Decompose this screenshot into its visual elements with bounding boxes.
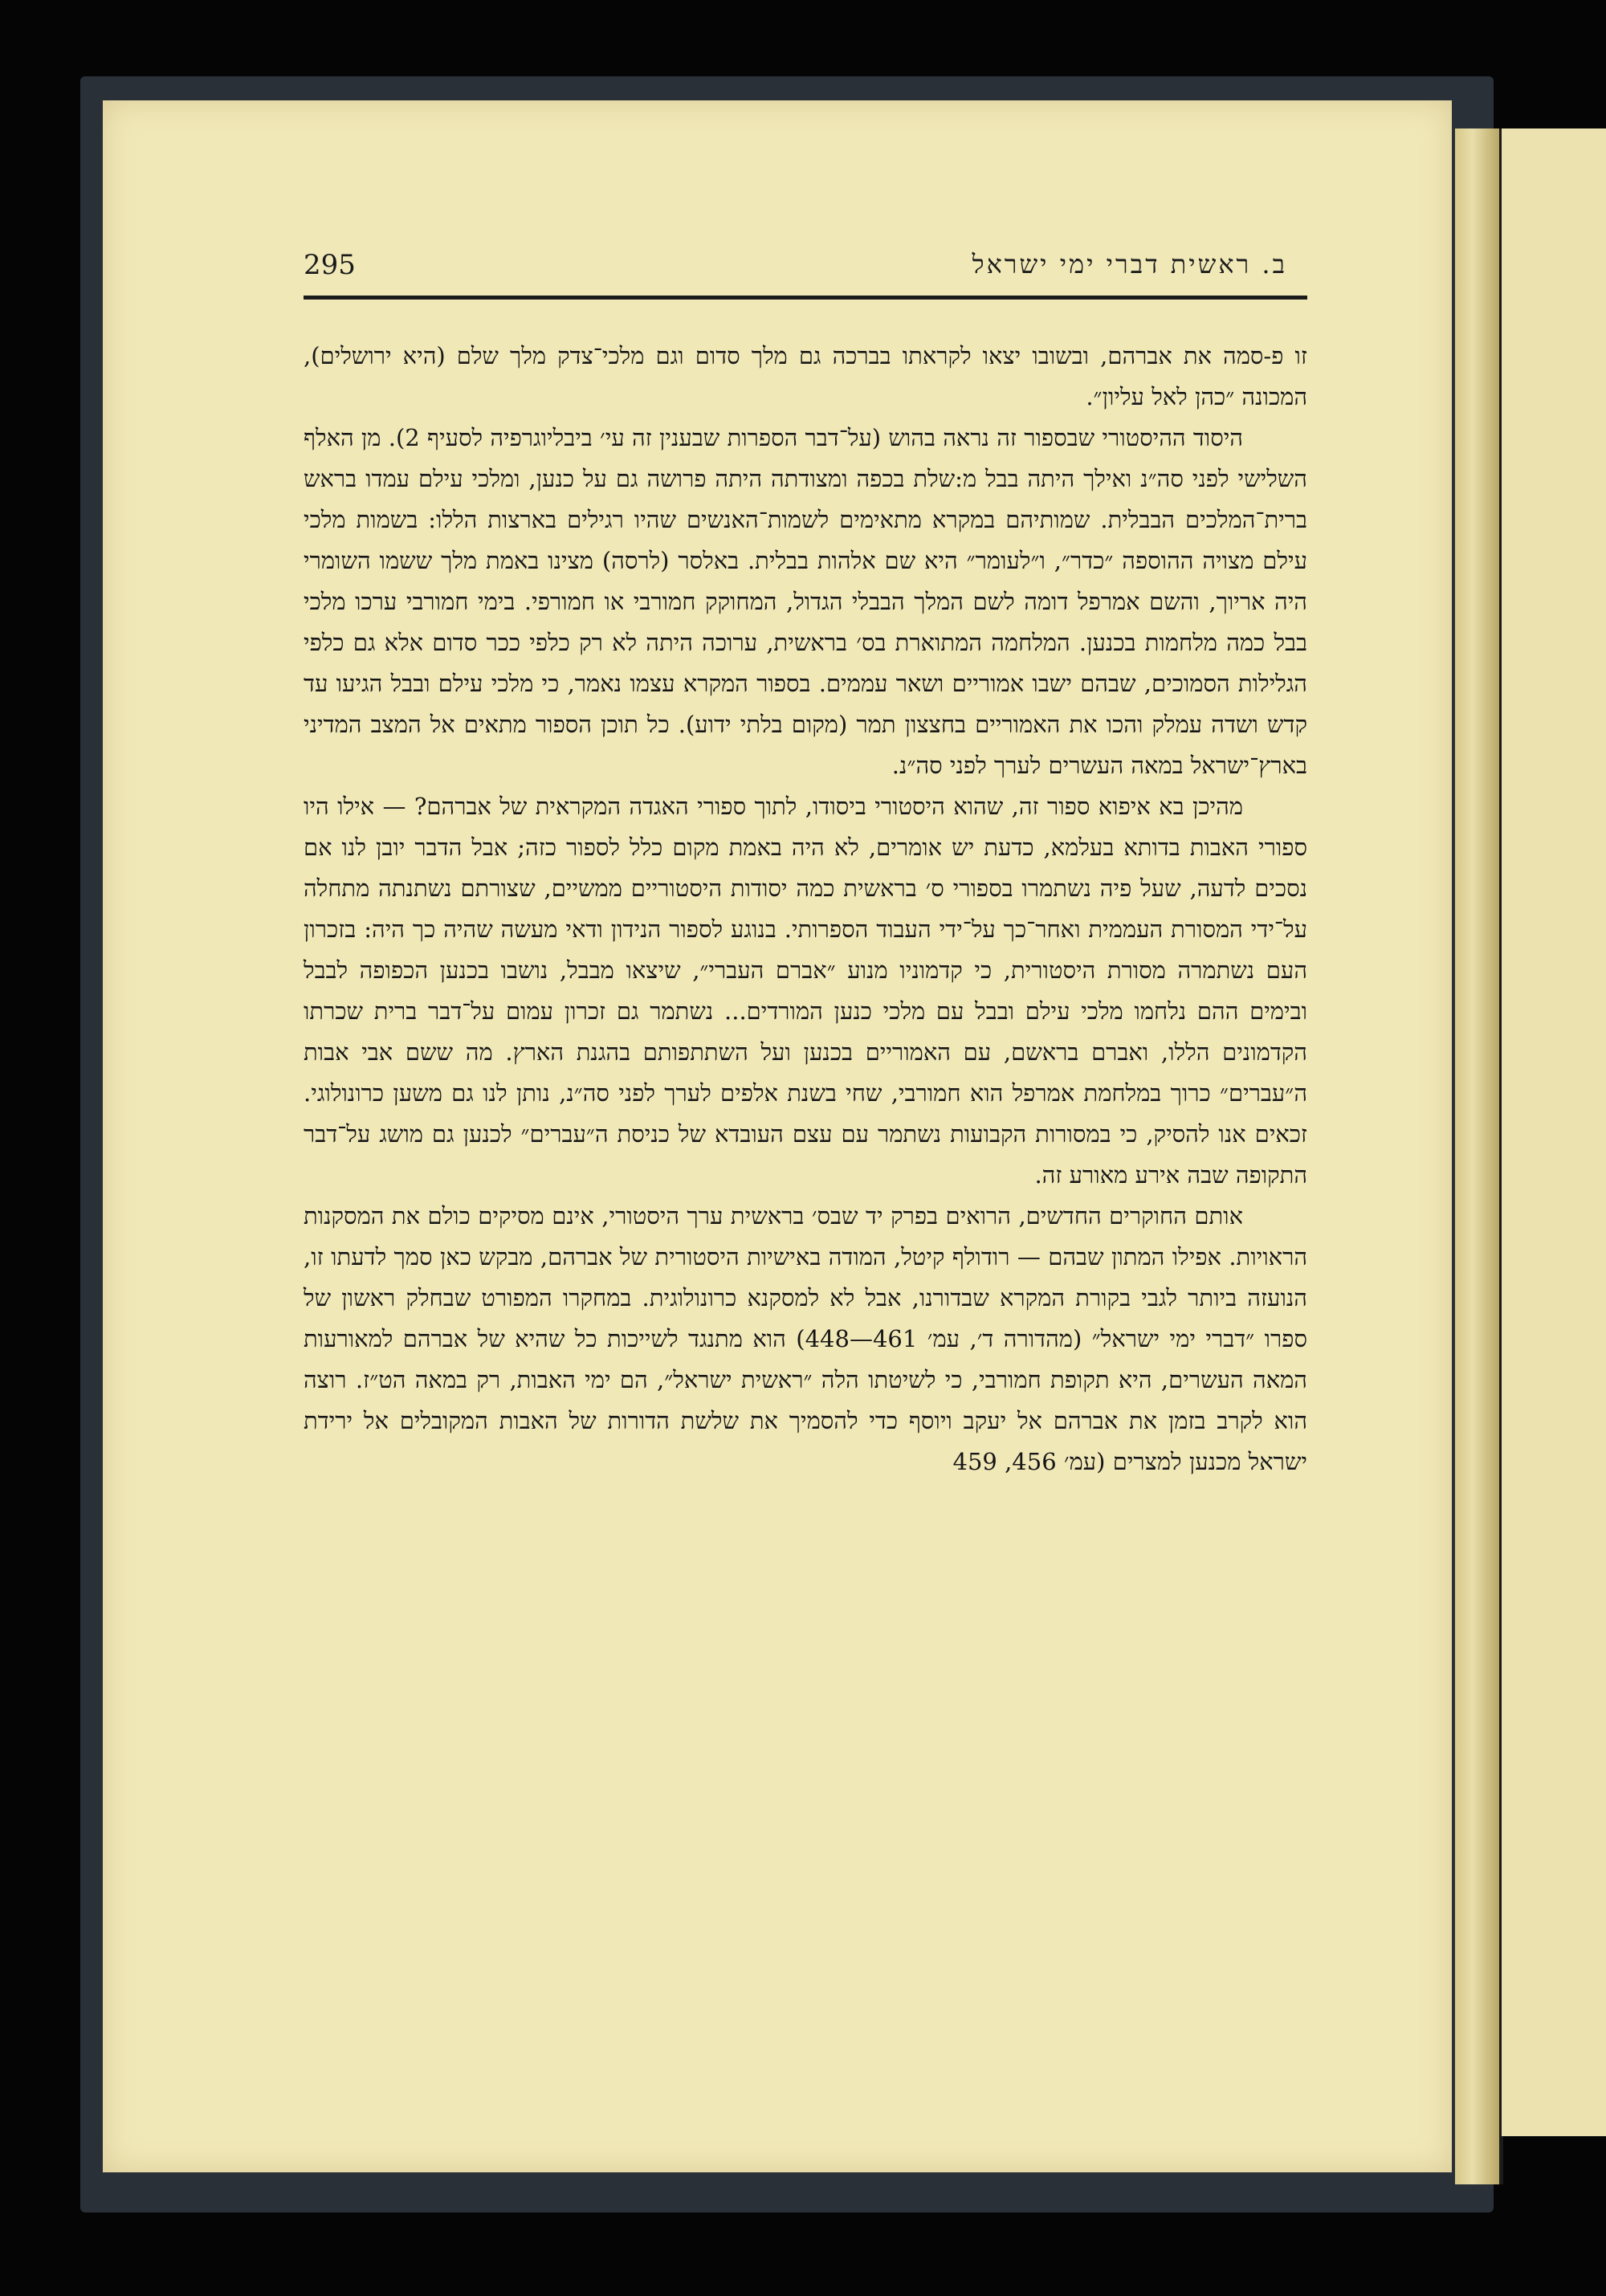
page-number: 295 — [304, 249, 356, 281]
facing-page — [1502, 128, 1606, 2136]
paragraph: זו פ-סמה את אברהם, ובשובו יצאו לקראתו בברכה גם מלך סדום וגם מלכי־צדק מלך שלם (היא ירושלים), המכונה ״כהן לאל עליון״. — [304, 342, 1307, 410]
running-title: ב. ראשית דברי ימי ישראל — [972, 249, 1287, 279]
paragraph: אותם החוקרים החדשים, הרואים בפרק יד שבס׳ בראשית ערך היסטורי, אינם מסיקים כולם את המסקנות הראויות. אפילו המתון שבהם — רודולף קיטל, המודה באישיות היסטורית של אברהם, מבקש כאן סמך לדעתו זו, הנועזה ביותר לגבי בקורת המקרא שבדורנו, אבל לא למסקנא כרונולוגית. במחקרו המפורט שבחלק ראשון של ספרו ״דברי ימי ישראל״ (מהדורה ד׳, עמ׳ 461—448) הוא מתנגד לשייכות כל שהיא של אברהם למאורעות המאה העשרים, היא תקופת חמורבי, כי לשיטתו הלה ״ראשית ישראל״, הם ימי האבות, רק במאה הט״ז. רוצה הוא לקרב בזמן את אברהם אל יעקב ויוסף כדי להסמיך את שלשת הדורות של האבות המקובלים אל ירידת ישראל מכנען למצרים (עמ׳ 456, 459 — [304, 1202, 1307, 1475]
page-stack-edge — [1455, 128, 1499, 2184]
paragraph: מהיכן בא איפוא ספור זה, שהוא היסטורי ביסודו, לתוך ספורי האגדה המקראית של אברהם? — אילו היו ספורי האבות בדותא בעלמא, כדעת יש אומרים, לא היה באמת מקום כלל לספור כזה; אבל הדבר יובן לנו אם נסכים לדעה, שעל פיה נשתמרו בספורי ס׳ בראשית כמה יסודות היסטוריים ממשיים, שצורתם נשתנתה מתחלה על־ידי המסורת העממית ואחר־כך על־ידי העבוד הספרותי. בנוגע לספור הנידון ודאי מעשה שהיה כך היה: בזכרון העם נשתמרה מסורת היסטורית, כי קדמוניו מנוע ״אברם העברי״, שיצאו מבבל, נושבו בכנען הכפופה לבבל ובימים ההם נלחמו מלכי עילם ובבל עם מלכי כנען המורדים... נשתמר גם זכרון עמום על־דבר ברית שכרתו הקדמונים הללו, ואברם בראשם, עם האמוריים בכנען ועל השתתפותם בהגנת הארץ. מה ששם אבי אבות ה״עברים״ כרוך במלחמת אמרפל הוא חמורבי, שחי בשנת אלפים לערך לפני סה״נ, נותן לנו גם משען כרונולוגי. זכאים אנו להסיק, כי במסורות הקבועות נשתמר עם עצם העובדא של כניסת ה״עברים״ לכנען גם מושג על־דבר התקופה שבה אירע מאורע זה. — [304, 793, 1307, 1189]
body-text — [304, 336, 1307, 1482]
paragraph: היסוד ההיסטורי שבספור זה נראה בהוש (על־דבר הספרות שבענין זה עי׳ ביבליוגרפיה לסעיף 2). מן האלף השלישי לפני סה״נ ואילך היתה בבל מ:שלת בכפה ומצודתה היתה פרושה גם על כנען, ומלכי עילם עמדו בראש ברית־המלכים הבבלית. שמותיהם במקרא מתאימים לשמות־האנשים שהיו רגילים בארצות הללו: בשמות מלכי עילם מצויה ההוספה ״כדר״, ו״לעומר״ היא שם אלהות בבלית. באלסר (לרסה) מצינו באמת מלך ששמו השומרי היה אריוך, והשם אמרפל דומה לשם המלך הבבלי הגדול, המחוקק חמורבי או חמורפי. בימי חמורבי ערכו מלכי בבל כמה מלחמות בכנען. המלחמה המתוארת בס׳ בראשית, ערוכה היתה לא רק כלפי ככר סדום אלא גם כלפי הגלילות הסמוכים, שבהם ישבו אמוריים ושאר עממים. בספור המקרא עצמו נאמר, כי מלכי עילם ובבל הגיעו עד קדש ושדה עמלק והכו את האמוריים בחצצון תמר (מקום בלתי ידוע). כל תוכן הספור מתאים אל המצב המדיני בארץ־ישראל במאה העשרים לערך לפני סה״נ. — [304, 424, 1307, 779]
header-rule — [304, 296, 1307, 300]
page-header — [304, 249, 1307, 291]
